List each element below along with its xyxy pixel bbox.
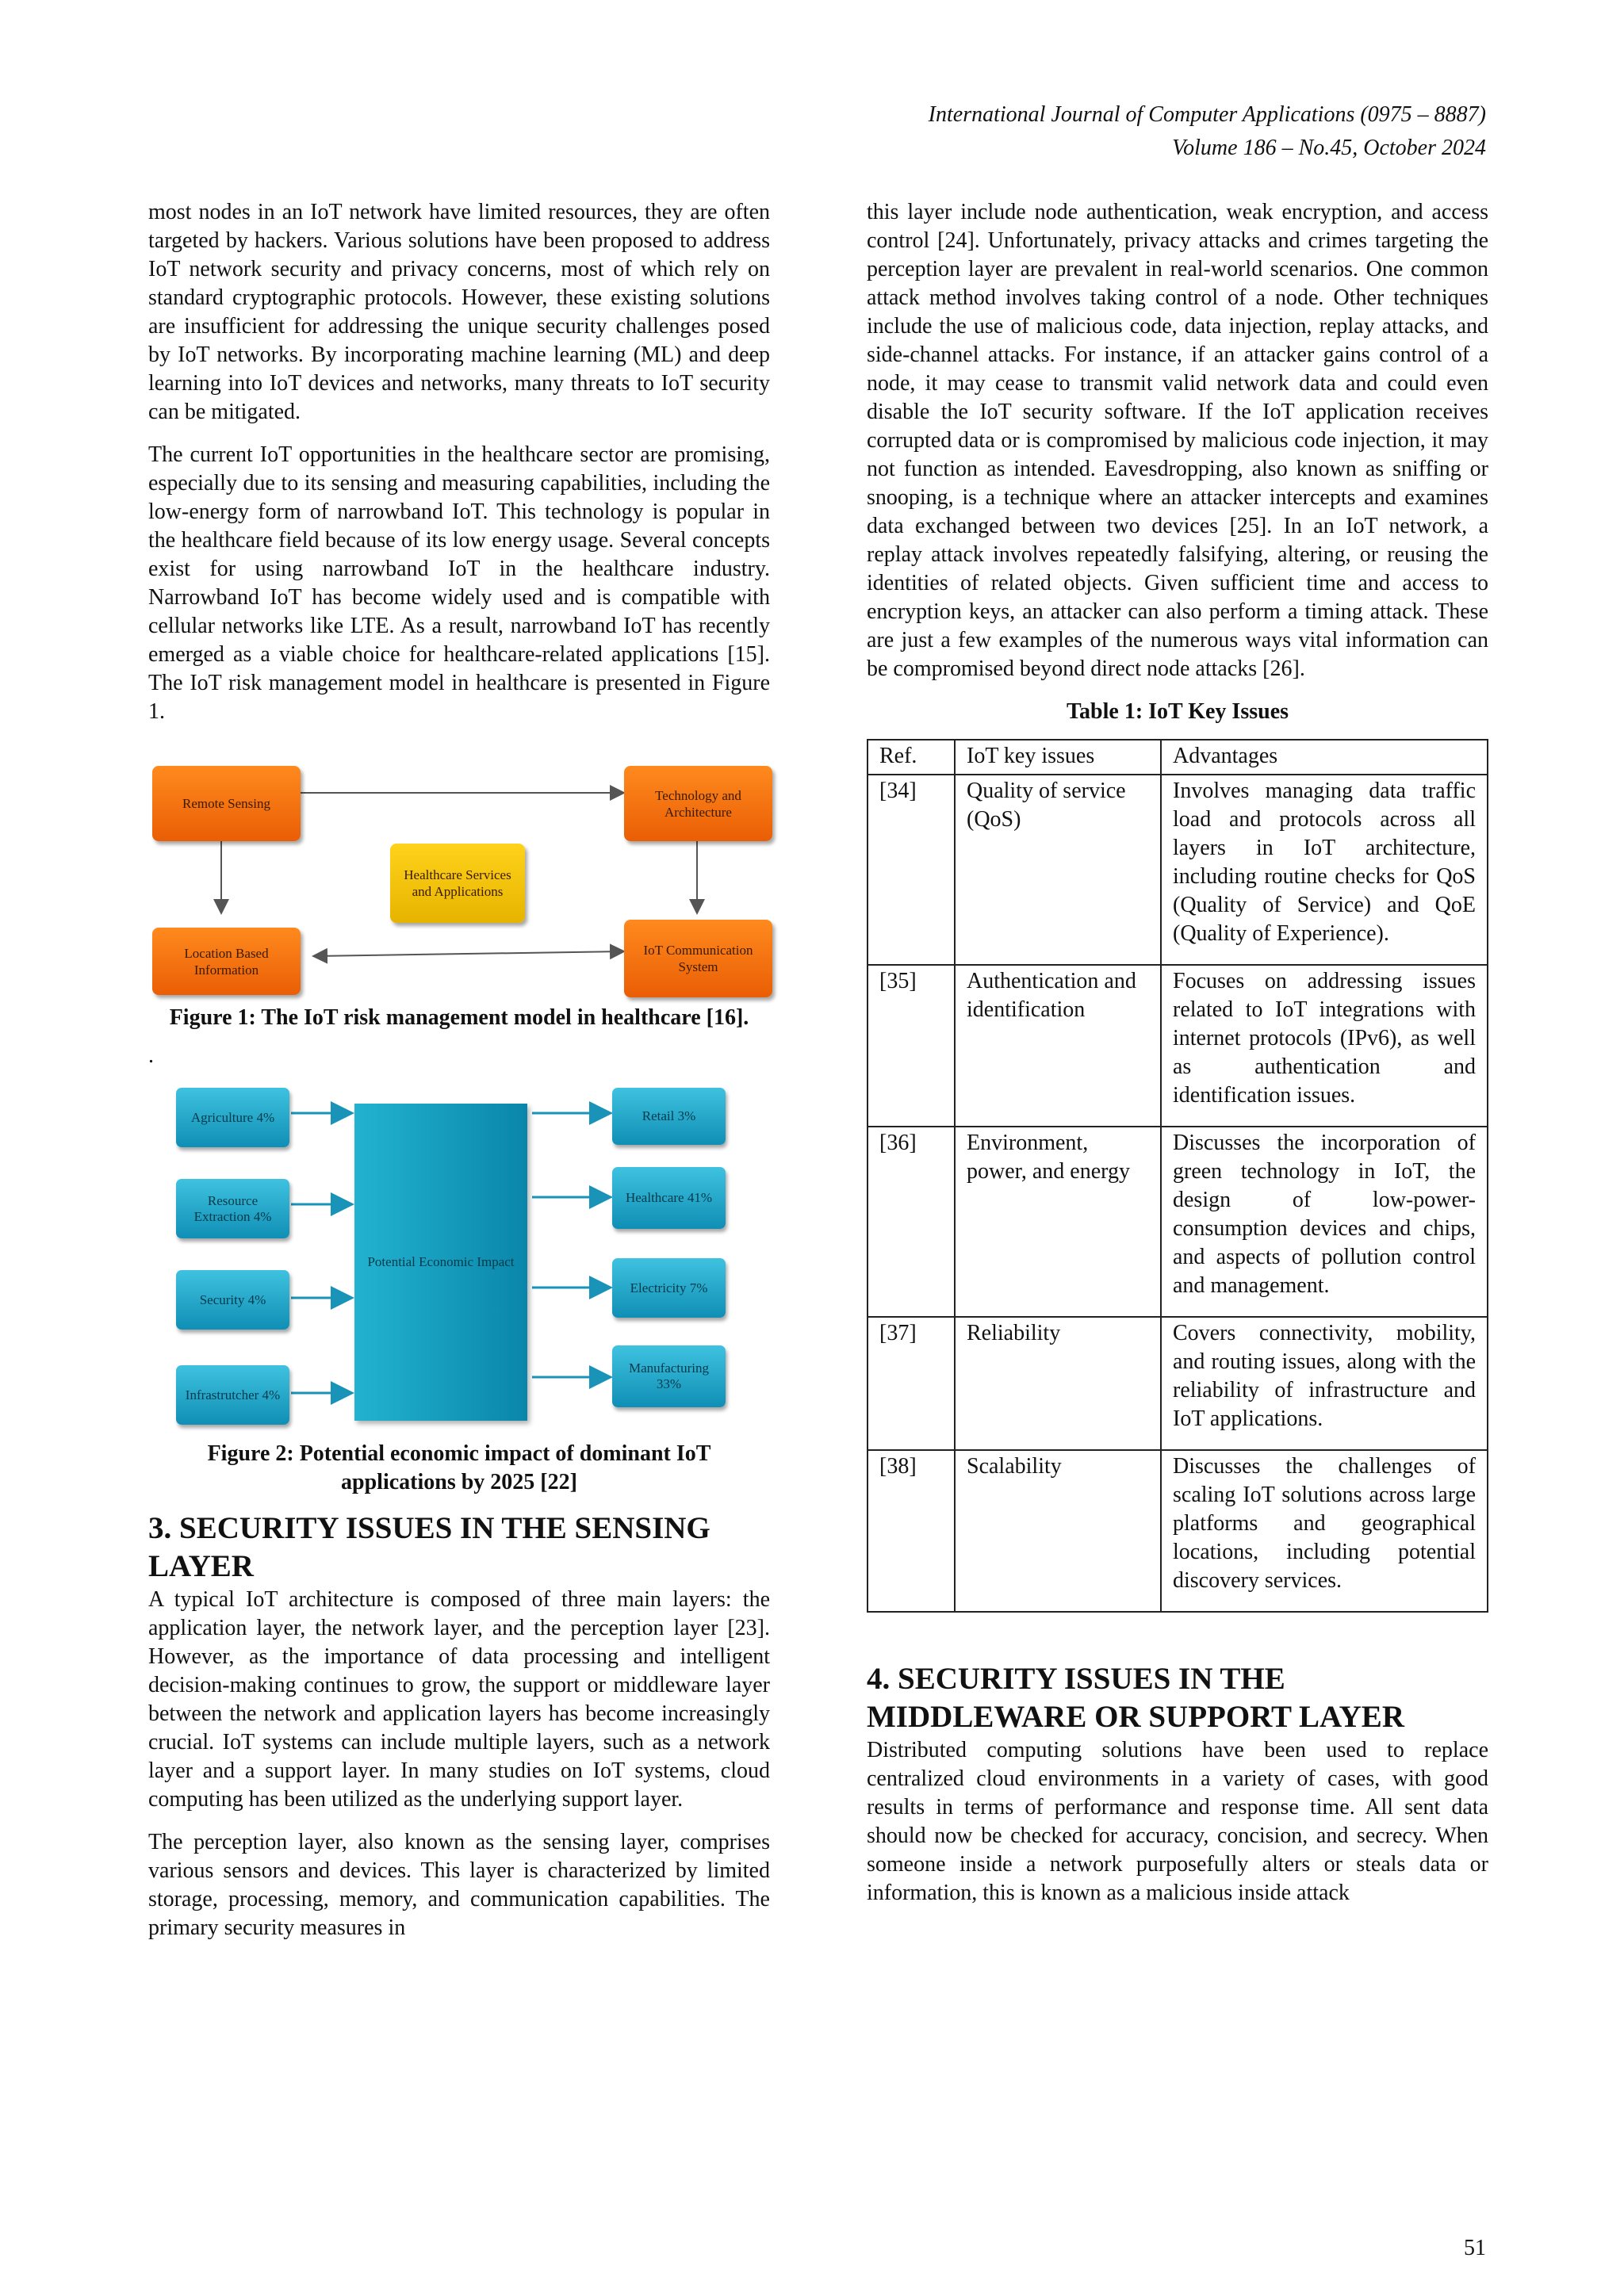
arrow-location-iot [315, 951, 622, 956]
left-column [148, 198, 770, 1957]
electricity-box: Electricity 7% [612, 1258, 726, 1318]
section-4-heading: 4. SECURITY ISSUES IN THE MIDDLEWARE OR SUPPORT LAYER [867, 1662, 1404, 1734]
right-column [867, 198, 1488, 1922]
location-based-box: Location Based Information [152, 928, 301, 995]
security-box: Security 4% [176, 1270, 289, 1330]
table-cell-issue: Authentication and identification [955, 965, 1161, 1127]
potential-economic-impact-box: Potential Economic Impact [354, 1104, 527, 1421]
table-cell-advantage: Involves managing data traffic load and protocols across all layers in IoT architecture, including routine checks for QoS (Quality of Service) and QoE (Quality of Experience). [1161, 775, 1488, 965]
paragraph: Distributed computing solutions have been used to replace centralized cloud environments in a variety of cases, with good results in terms of performance and response time. All sent data should now be checked for accuracy, concision, and secrecy. When someone inside a network purposefully alters or steals data or information, this is known as a malicious inside attack [867, 1738, 1488, 1905]
table-cell-ref: [34] [868, 775, 955, 965]
figure-2-diagram [148, 1080, 770, 1429]
stray-dot: . [148, 1043, 154, 1068]
table-row [868, 1127, 1488, 1317]
figure-2-caption: Figure 2: Potential economic impact of dominant IoT applications by 2025 [22] [207, 1441, 711, 1494]
paragraph: most nodes in an IoT network have limited resources, they are often targeted by hackers. Various solutions have been proposed to address IoT network security and privacy concerns, most of which rely on standard cryptographic protocols. However, these existing solutions are insufficient for addressing the unique security challenges posed by IoT networks. By incorporating machine learning (ML) and deep learning into IoT devices and networks, many threats to IoT security can be mitigated. [148, 200, 770, 424]
table-cell-ref: [38] [868, 1450, 955, 1612]
table-cell-ref: [36] [868, 1127, 955, 1317]
table-header-row [868, 740, 1488, 775]
table-cell-ref: [35] [868, 965, 955, 1127]
paragraph: The current IoT opportunities in the healthcare sector are promising, especially due to its sensing and measuring capabilities, including the low-energy form of narrowband IoT. This technology is popular in the healthcare field because of its low energy usage. Several concepts exist for using narrowband IoT in the healthcare industry. Narrowband IoT has become widely used and is compatible with cellular networks like LTE. As a result, narrowband IoT has recently emerged as a viable choice for healthcare-related applications [15]. The IoT risk management model in healthcare is presented in Figure 1. [148, 442, 770, 724]
figure-1-caption: Figure 1: The IoT risk management model in healthcare [16]. [169, 1005, 749, 1030]
paragraph: this layer include node authentication, weak encryption, and access control [24]. Unfortunately, privacy attacks and crimes targeting the perception layer are prevalent in real-world scenarios. One common attack method involves taking control of a node. Other techniques include the use of malicious code, data injection, replay attacks, and side-channel attacks. For instance, if an attacker gains control of a node, it may cease to transmit valid network data and could even disable the IoT security software. If the IoT application receives corrupted data or is compromised by malicious code injection, it may not function as intended. Eavesdropping, also known as sniffing or snooping, is a technique where an attacker intercepts and examines data exchanged between two devices [25]. In an IoT network, a replay attack involves repeatedly falsifying, altering, or reusing the identities of related objects. Given sufficient time and access to encryption keys, an attacker can also perform a timing attack. These are just a few examples of the numerous ways vital information can be compromised beyond direct node attacks [26]. [867, 200, 1488, 681]
table-cell-advantage: Focuses on addressing issues related to IoT integrations with internet protocols (IPv6), as well as authentication and identification issues. [1161, 965, 1488, 1127]
section-3-heading: 3. SECURITY ISSUES IN THE SENSING LAYER [148, 1511, 710, 1583]
table-cell-issue: Scalability [955, 1450, 1161, 1612]
table-cell-issue: Environment, power, and energy [955, 1127, 1161, 1317]
journal-title: International Journal of Computer Applications (0975 – 8887) [928, 102, 1486, 127]
table-1-title: Table 1: IoT Key Issues [1066, 699, 1289, 724]
table-header-cell: IoT key issues [955, 740, 1161, 775]
table-cell-advantage: Discusses the challenges of scaling IoT solutions across large platforms and geographical locations, including potential discovery services. [1161, 1450, 1488, 1612]
infrastructure-box: Infrastrutcher 4% [176, 1365, 289, 1425]
healthcare-services-box: Healthcare Services and Applications [390, 844, 525, 923]
journal-header [929, 98, 1486, 165]
page-number: 51 [1464, 2236, 1486, 2260]
table-row [868, 1450, 1488, 1612]
table-row [868, 965, 1488, 1127]
table-header-cell: Ref. [868, 740, 955, 775]
paragraph: The perception layer, also known as the sensing layer, comprises various sensors and devices. This layer is characterized by limited storage, processing, memory, and communication capabilities. The primary security measures in [148, 1830, 770, 1940]
retail-box: Retail 3% [612, 1088, 726, 1145]
table-cell-advantage: Discusses the incorporation of green technology in IoT, the design of low-power-consumption devices and chips, and aspects of pollution control and management. [1161, 1127, 1488, 1317]
figure-1-diagram [148, 744, 770, 997]
paragraph: A typical IoT architecture is composed of three main layers: the application layer, the network layer, and the perception layer [23]. However, as the importance of data processing and intelligent decision-making continues to grow, the support or middleware layer between the network and application layers has become increasingly crucial. IoT systems can include multiple layers, such as a network layer and a support layer. In many studies on IoT systems, cloud computing has been utilized as the underlying support layer. [148, 1587, 770, 1812]
table-row [868, 775, 1488, 965]
iot-communication-box: IoT Communication System [624, 920, 772, 997]
resource-extraction-box: Resource Extraction 4% [176, 1179, 289, 1238]
table-cell-advantage: Covers connectivity, mobility, and routing issues, along with the reliability of infrastructure and IoT applications. [1161, 1317, 1488, 1450]
journal-volume: Volume 186 – No.45, October 2024 [1172, 136, 1486, 160]
table-cell-issue: Quality of service (QoS) [955, 775, 1161, 965]
table-header-cell: Advantages [1161, 740, 1488, 775]
iot-key-issues-table [867, 739, 1488, 1613]
technology-architecture-box: Technology and Architecture [624, 766, 772, 841]
manufacturing-box: Manufacturing 33% [612, 1345, 726, 1407]
agriculture-box: Agriculture 4% [176, 1088, 289, 1147]
healthcare-box: Healthcare 41% [612, 1167, 726, 1229]
remote-sensing-box: Remote Sensing [152, 766, 301, 841]
table-cell-issue: Reliability [955, 1317, 1161, 1450]
table-row [868, 1317, 1488, 1450]
table-cell-ref: [37] [868, 1317, 955, 1450]
